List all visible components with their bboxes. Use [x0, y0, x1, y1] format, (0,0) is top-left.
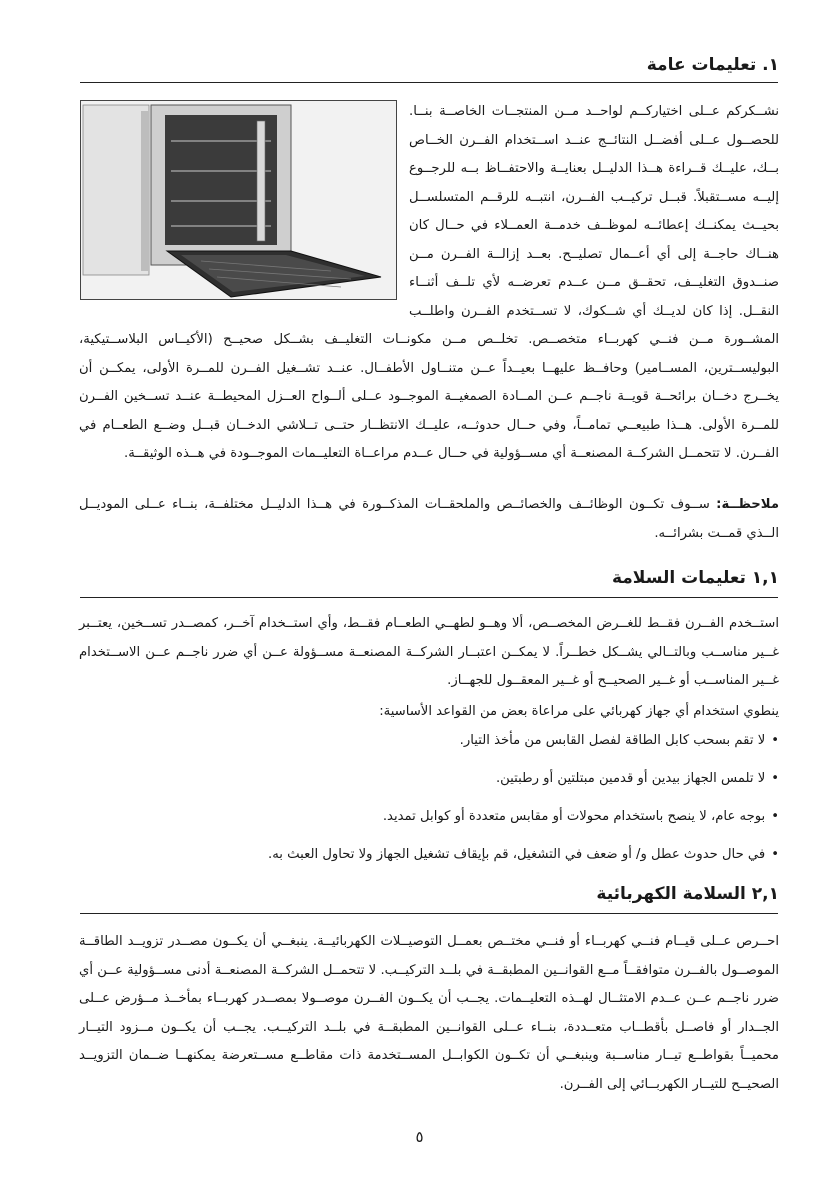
section-divider	[80, 913, 778, 914]
note-text: ســوف تكــون الوظائــف والخصائــص والملحقــات المذكــورة في هــذا الدليــل مختلفــة، بنــاء عــلى الموديــل الــذي قمــت بشرائــه.	[79, 497, 779, 541]
electrical-paragraph: احــرص عــلى قيــام فنــي كهربــاء أو فنــي مختــص بعمــل التوصيــلات الكهربائيــة. ينبغــي أن يكــون مصــدر تزويــد الطاقــة الموصــول بالفــرن متوافقــاً مــع القوانــين المطبقــة في بلــد التركيــب. لا تتحمــل الشركــة المصنعــة أدنى مســؤولية عــن أي ضرر ناجــم عــن عــدم الامتثــال لهــذه التعليــمات. يجــب أن يكــون الفــرن موصــولا بمصــدر كهربــاء بمأخــذ مــؤرض عــلى الجــدار أو فاصــل بأقطــاب متعــددة، بنــاء عــلى القوانــين المطبقــة في بلــد التركيــب. يجــب أن يكــون مــزود التيــار محميــاً بقواطــع تيــار مناســبة وينبغــي أن تكــون الكوابــل المســتخدمة ذات مقاطــع مســتعرضة يمكنهــا ضــمان التزويــد الصحيــح للتيــار الكهربــائي إلى الفــرن.	[79, 934, 779, 1092]
bullet-icon: •	[771, 847, 779, 862]
list-item: •في حال حدوث عطل و/ أو ضعف في التشغيل، قم بإيقاف تشغيل الجهاز ولا تحاول العبث به.	[79, 836, 779, 874]
rules-intro: ينطوي استخدام أي جهاز كهربائي على مراعاة بعض من القواعد الأساسية:	[379, 704, 779, 719]
list-item: •لا تقم بسحب كابل الطاقة لفصل القابس من مأخذ التيار.	[79, 722, 779, 760]
safety-paragraph: استــخدم الفــرن فقــط للغــرض المخصــص، ألا وهــو لطهــي الطعــام فقــط، وأي استــخدام آخــر، كمصــدر تســخين، يعتــبر غــير مناســب وبالتــالي يشــكل خطــراً. لا يمكــن اعتبــار الشركــة المصنعــة مســؤولة عــن أي ضرر ناجــم عــن الاســتخدام غــير المناســب أو غــير الصحيــح أو غــير المعقــول للجهــاز.	[79, 616, 779, 688]
note-paragraph	[79, 491, 779, 548]
intro-paragraph	[79, 98, 779, 468]
safety-rules-list	[79, 722, 779, 874]
figure-spacer	[79, 98, 409, 298]
list-item: •بوجه عام، لا ينصح باستخدام محولات أو مقابس متعددة أو كوابل تمديد.	[79, 798, 779, 836]
page-number: ٥	[415, 1128, 424, 1146]
intro-text: نشــكركم عــلى اختياركــم لواحــد مــن المنتجــات الخاصــة بنــا. للحصــول عــلى أفضــل النتائــج عنــد اســتخدام الفــرن الخــاص بــك، عليــك قــراءة هــذا الدليــل بعنايــة والاحتفــاظ بــه للرجــوع إليــه مســتقبلاً. قبــل تركيــب الفــرن، انتبــه للرقــم المتسلســل بحيــث يمكنــك إعطائــه لموظــف خدمــة العمــلاء في حــال كان هنــاك حاجــة إلى أي أعــمال تصليــح. بعــد إزالــة الفــرن مــن صنــدوق التغليــف، تحقــق مــن عــدم تعرضــه لأي تلــف أثنــاء النقــل. إذا كان لديــك أي شــكوك، لا تســتخدم الفــرن واطلــب المشــورة مــن فنــي كهربــاء متخصــص. تخلــص مــن مكونــات التغليــف بشــكل صحيــح (الأكيــاس البلاســتيكية، البوليســترين، المســامير) وحافــظ عليهــا بعيــداً عــن متنــاول الأطفــال. عنــد تشــغيل الفــرن للمــرة الأولى، يمكــن أن يخــرج دخــان برائحــة قويــة ناجــم عــن المــادة الصمغيــة الموجــود عــلى ألــواح العــزل المحيطــة عنــد تســخين الفــرن للمــرة الأولى. هــذا طبيعــي تمامــاً، وفي حــال حدوثــه، عليــك الانتظــار حتــى تــلاشي الدخــان قبــل وضــع الطعــام في الفــرن. لا تتحمــل الشركــة المصنعــة أي مســؤولية في حــال عــدم مراعــاة التعليــمات الموجــودة في هــذه الوثيقــة.	[79, 104, 779, 461]
bullet-icon: •	[771, 771, 779, 786]
section-heading-electrical: ٢,١ السلامة الكهربائية	[596, 884, 779, 904]
bullet-icon: •	[771, 733, 779, 748]
section-divider	[80, 597, 778, 598]
section-heading-safety: ١,١ تعليمات السلامة	[611, 568, 779, 588]
section-heading-general: ١. تعليمات عامة	[646, 55, 779, 75]
list-item: •لا تلمس الجهاز بيدين أو قدمين مبتلتين أو رطبتين.	[79, 760, 779, 798]
section-divider	[80, 82, 778, 83]
bullet-icon: •	[771, 809, 779, 824]
note-label: ملاحظــة:	[716, 497, 779, 512]
